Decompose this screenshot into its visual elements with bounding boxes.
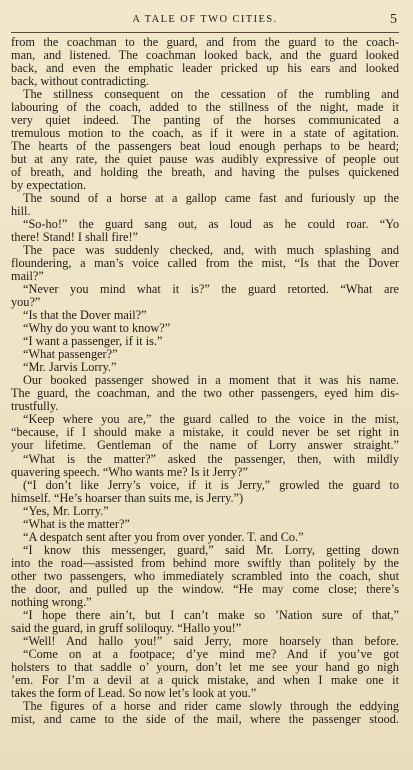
text-line: floundering, a man’s voice called from the mist, “Is that the Dover [11, 256, 399, 271]
text-line: said the guard, in gruff soliloquy. “Hallo you!” [11, 620, 242, 635]
text-line: “Well! And hallo you!” said Jerry, more hoarsely than before. [23, 633, 399, 648]
text-line: “Never you mind what it is?” the guard retorted. “What are [23, 282, 399, 297]
text-line: tremulous motion to the coach, as if it were in a state of agitation. [11, 126, 399, 141]
text-line: “Why do you want to know?” [23, 321, 171, 336]
text-line: very quiet indeed. The panting of the horses communicated a [11, 113, 399, 128]
text-line: The hearts of the passengers beat loud enough perhaps to be heard; [11, 139, 399, 154]
text-line: quavering speech. “Who wants me? Is it Jerry?” [11, 464, 248, 479]
text-line: Our booked passenger showed in a moment that it was his name. [23, 373, 399, 388]
text-line: of breath, and holding the breath, and having the pulses quickened [11, 165, 399, 180]
text-line: man, and listened. The coachman looked back, and the guard looked [11, 48, 399, 63]
text-line: mail?” [11, 269, 44, 284]
text-line: “because, if I should make a mistake, it could never be set right in [11, 425, 399, 440]
text-line: back, without contradicting. [11, 74, 149, 89]
text-line: The guard, the coachman, and the two other passengers, eyed him dis- [11, 386, 399, 401]
text-line: “I hope there ain’t, but I can’t make so ’Nation sure of that,” [23, 607, 399, 622]
text-line: “Yes, Mr. Lorry.” [23, 503, 109, 518]
text-line: other two passengers, who immediately scrambled into the coach, shut [11, 568, 399, 583]
text-line: the door, and pulled up the window. “He may come close; there’s [11, 581, 399, 596]
text-line: ’em. For I’m a devil at a quick mistake, and when I make one it [11, 672, 399, 687]
text-line: but at any rate, the quiet pause was audibly expressive of people out [11, 152, 399, 167]
text-line: “What is the matter?” [23, 516, 130, 531]
text-line: nothing wrong.” [11, 594, 92, 609]
text-line: The stillness consequent on the cessation of the rumbling and [23, 87, 399, 102]
text-line: (“I don’t like Jerry’s voice, if it is Jerry,” growled the guard to [23, 477, 399, 492]
text-line: “Is that the Dover mail?” [23, 308, 147, 323]
text-line: himself. “He’s hoarser than suits me, is Jerry.”) [11, 490, 244, 505]
text-line: “So-ho!” the guard sang out, as loud as he could roar. “Yo [23, 217, 399, 232]
text-line: back, and even the emphatic leader pricked up his ears and looked [11, 61, 399, 76]
text-line: “Mr. Jarvis Lorry.” [23, 360, 117, 375]
text-line: “Come on at a footpace; d’ye mind me? And if you’ve got [23, 646, 399, 661]
text-line: by expectation. [11, 178, 87, 193]
text-line: hill. [11, 204, 31, 219]
text-line: The pace was suddenly checked, and, with much splashing and [23, 243, 399, 258]
text-line: “A despatch sent after you from over yonder. T. and Co.” [23, 529, 304, 544]
text-line: into the road—assisted from behind more swiftly than politely by the [11, 555, 399, 570]
page-number: 5 [390, 12, 397, 27]
text-line: The sound of a horse at a gallop came fast and furiously up the [23, 191, 399, 206]
text-line: labouring of the coach, added to the stillness of the night, made it [11, 100, 399, 115]
body-text [11, 36, 399, 726]
text-line: “What passenger?” [23, 347, 118, 362]
text-line: “I want a passenger, if it is.” [23, 334, 163, 349]
text-line: trustfully. [11, 399, 59, 414]
text-line: mist, and came to the side of the mail, where the passenger stood. [11, 711, 399, 726]
text-line: holsters to that saddle o’ yourn, don’t let me see your hand go nigh [11, 659, 399, 674]
text-line: you?” [11, 295, 41, 310]
text-line: there! Stand! I shall fire!” [11, 230, 139, 245]
text-line: “What is the matter?” asked the passenger, then, with mildly [23, 451, 399, 466]
page-header [11, 12, 399, 33]
text-line: from the coachman to the guard, and from the guard to the coach- [11, 35, 399, 49]
running-title: A TALE OF TWO CITIES. [132, 14, 278, 25]
text-line: your lifetime. Gentleman of the name of Lorry answer straight.” [11, 438, 399, 453]
text-line: “Keep where you are,” the guard called to the voice in the mist, [23, 412, 399, 427]
text-line: takes the form of Lead. So now let’s look at you.” [11, 685, 257, 700]
text-line: “I know this messenger, guard,” said Mr. Lorry, getting down [23, 542, 399, 557]
text-line: The figures of a horse and rider came slowly through the eddying [23, 698, 399, 713]
